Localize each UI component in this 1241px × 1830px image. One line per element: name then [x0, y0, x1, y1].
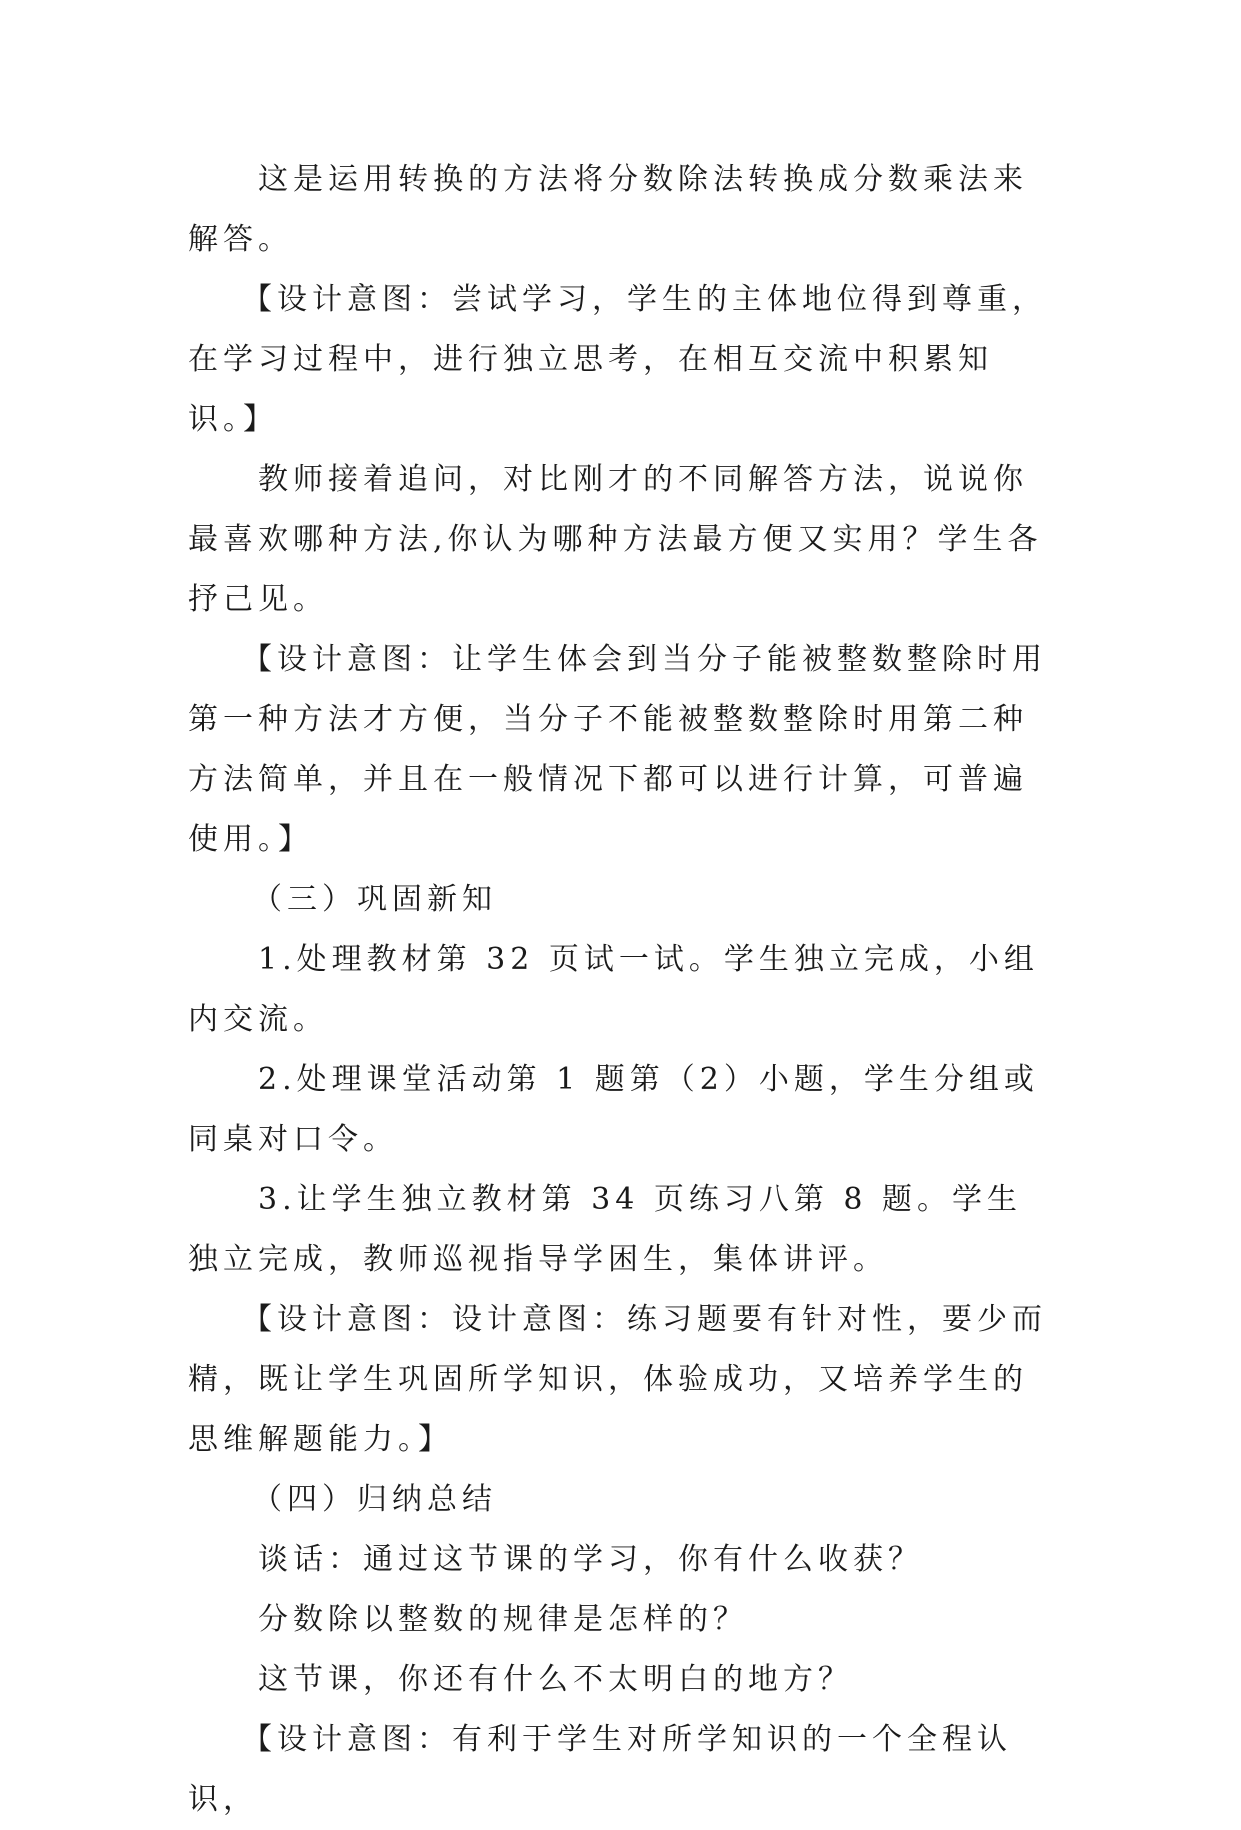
design-intent-note: 【设计意图：有利于学生对所学知识的一个全程认识，	[188, 1722, 1012, 1817]
design-intent-note: 【设计意图：尝试学习，学生的主体地位得到尊重，在学习过程中，进行独立思考，在相互交流中积累知识。】	[188, 282, 1047, 437]
paragraph: 谈话：通过这节课的学习，你有什么收获？	[258, 1542, 923, 1577]
design-intent-note: 【设计意图：让学生体会到当分子能被整数整除时用第一种方法才方便，当分子不能被整数整除时用第二种方法简单，并且在一般情况下都可以进行计算，可普遍使用。】	[188, 642, 1047, 857]
list-item: 1.处理教材第 32 页试一试。学生独立完成，小组内交流。	[188, 942, 1039, 1037]
section-heading: （四）归纳总结	[252, 1482, 497, 1517]
paragraph: 分数除以整数的规律是怎样的？	[258, 1602, 748, 1637]
paragraph: 教师接着追问，对比刚才的不同解答方法，说说你最喜欢哪种方法,你认为哪种方法最方便又实用？学生各抒己见。	[188, 462, 1043, 617]
design-intent-note: 【设计意图：设计意图：练习题要有针对性，要少而精，既让学生巩固所学知识，体验成功，又培养学生的思维解题能力。】	[188, 1302, 1047, 1457]
list-item: 2.处理课堂活动第 1 题第（2）小题，学生分组或同桌对口令。	[188, 1062, 1039, 1157]
list-item: 3.让学生独立教材第 34 页练习八第 8 题。学生独立完成，教师巡视指导学困生，集体讲评。	[188, 1182, 1023, 1277]
paragraph: 这节课，你还有什么不太明白的地方？	[258, 1662, 853, 1697]
document-body	[188, 150, 1054, 1830]
paragraph: 这是运用转换的方法将分数除法转换成分数乘法来解答。	[188, 162, 1028, 257]
section-heading: （三）巩固新知	[252, 882, 497, 917]
